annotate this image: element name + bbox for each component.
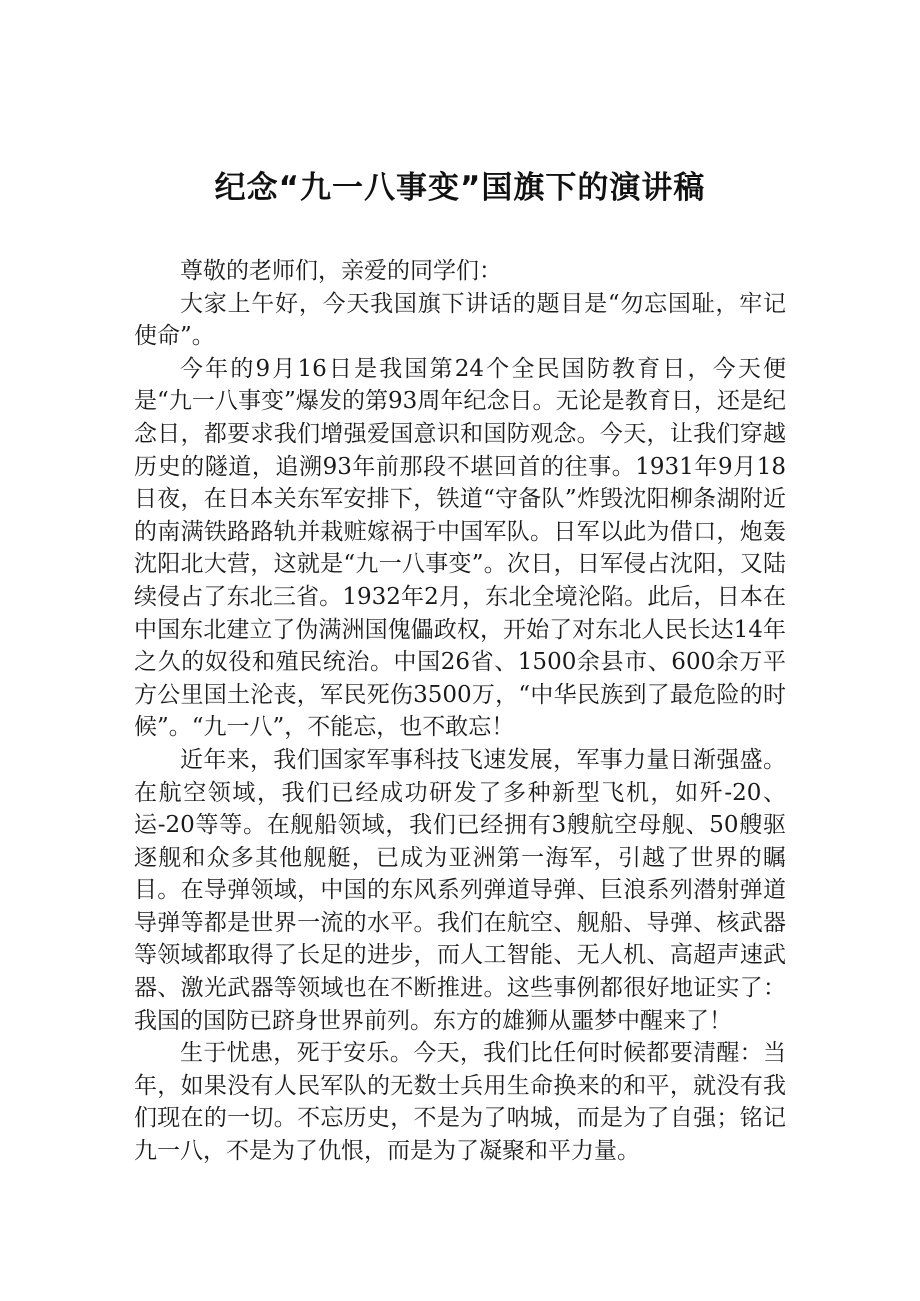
page-title: 纪念“九一八事变”国旗下的演讲稿 bbox=[214, 170, 706, 206]
paragraph-greeting: 尊敬的老师们，亲爱的同学们： bbox=[180, 258, 502, 284]
paragraph-history: 今年的9月16日是我国第24个全民国防教育日，今天便是“九一八事变”爆发的第93周年纪念日。无论是教育日，还是纪念日，都要求我们增强爱国意识和国防观念。今天，让我们穿越历史的隧道，追溯93年前那段不堪回首的往事。1931年9月18日夜，在日本关东军安排下，铁道“守备队”炸毁沈阳柳条湖附近的南满铁路路轨并栽赃嫁祸于中国军队。日军以此为借口，炮轰沈阳北大营，这就是“九一八事变”。次日，日军侵占沈阳，又陆续侵占了东北三省。1932年2月，东北全境沦陷。此后，日本在中国东北建立了伪满洲国傀儡政权，开始了对东北人民长达14年之久的奴役和殖民统治。中国26省、1500余县市、600余万平方公里国土沦丧，军民死伤3500万，“中华民族到了最危险的时候”。“九一八”，不能忘，也不敢忘！ bbox=[134, 355, 786, 741]
speech-body bbox=[134, 255, 786, 1168]
paragraph-military: 近年来，我们国家军事科技飞速发展，军事力量日渐强盛。在航空领域，我们已经成功研发了多种新型飞机，如歼-20、运-20等等。在舰船领域，我们已经拥有3艘航空母舰、50艘驱逐舰和众多其他舰艇，已成为亚洲第一海军，引越了世界的瞩目。在导弹领域，中国的东风系列弹道导弹、巨浪系列潜射弹道导弹等都是世界一流的水平。我们在航空、舰船、导弹、核武器等领域都取得了长足的进步，而人工智能、无人机、高超声速武器、激光武器等领域也在不断推进。这些事例都很好地证实了：我国的国防已跻身世界前列。东方的雄狮从噩梦中醒来了！ bbox=[134, 746, 786, 1034]
paragraph-topic: 大家上午好，今天我国旗下讲话的题目是“勿忘国耻，牢记使命”。 bbox=[134, 290, 786, 350]
paragraph-conclusion: 生于忧患，死于安乐。今天，我们比任何时候都要清醒：当年，如果没有人民军队的无数士兵用生命换来的和平，就没有我们现在的一切。不忘历史，不是为了呐城，而是为了自强；铭记九一八，不是为了仇恨，而是为了凝聚和平力量。 bbox=[134, 1040, 786, 1165]
